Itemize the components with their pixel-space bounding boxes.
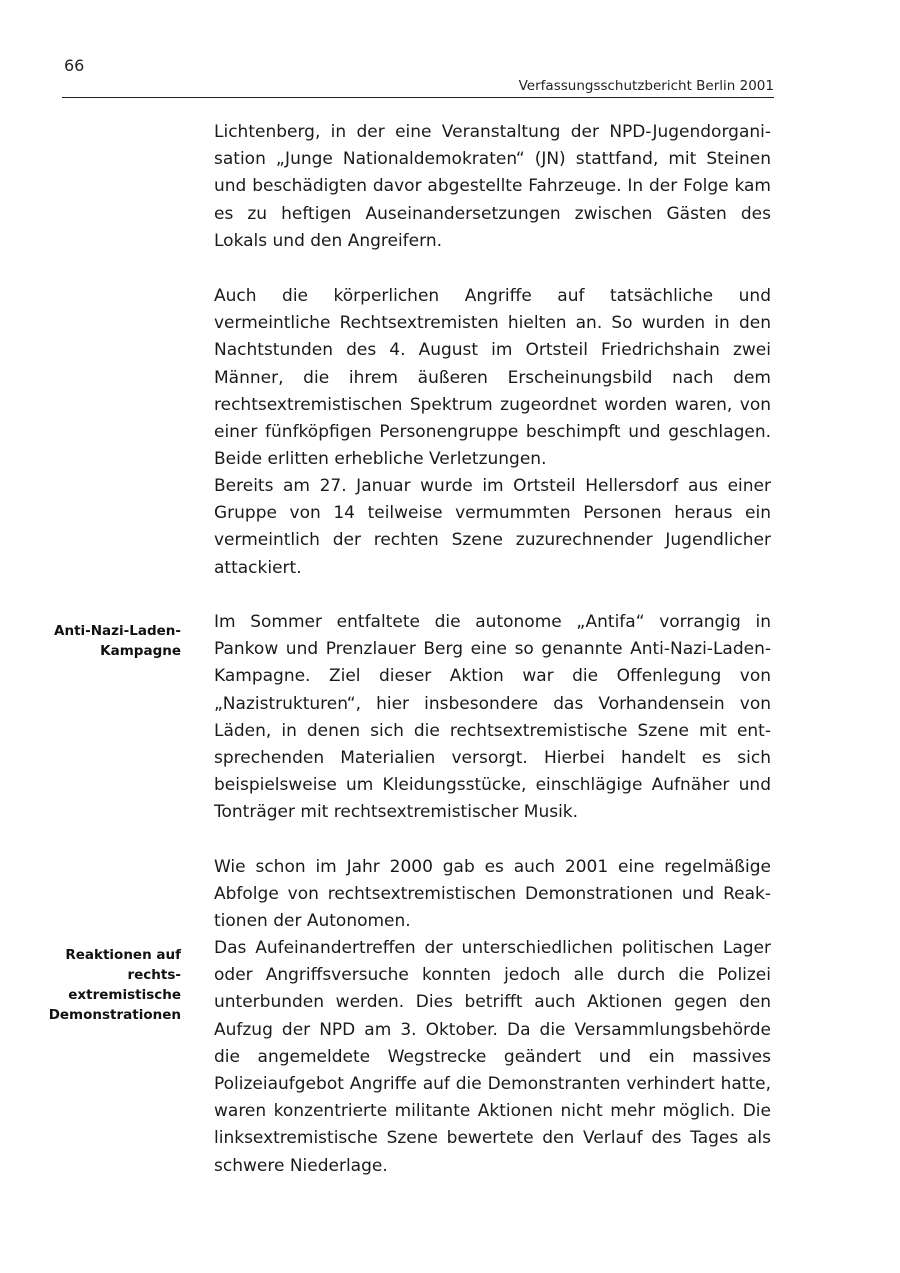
- paragraph-physical-attacks: Auch die körperlichen Angriffe auf tatsächliche und vermeintliche Rechtsextremisten hielten an. So wurden in den Nachtstunden des 4. August im Ortsteil Friedrichshain zwei Männer, die ihrem äußeren Erscheinungsbild nach dem rechtsextremistischen Spektrum zugeordnet worden waren, von einer fünfköpfigen Personengruppe beschimpft und geschlagen. Beide erlitten erhebliche Verletzungen.: [214, 286, 771, 470]
- paragraph-lichtenberg-attack: Lichtenberg, in der eine Veranstaltung der NPD-Jugendorganisation „Junge Nationaldemokraten“ (JN) stattfand, mit Steinen und beschädigten davor abgestellte Fahrzeuge. In der Folge kam es zu heftigen Auseinandersetzungen zwischen Gästen des Lokals und den Angreifern.: [214, 122, 771, 251]
- paragraph-demonstrations: Wie schon im Jahr 2000 gab es auch 2001 eine regelmäßige Abfolge von rechtsextremistischen Demonstrationen und Reaktionen der Autonomen.: [214, 857, 771, 932]
- margin-note-anti-nazi-campaign: Anti-Nazi-Laden- Kampagne: [54, 623, 181, 659]
- page-number: 66: [64, 56, 85, 75]
- running-header: Verfassungsschutzbericht Berlin 2001: [62, 78, 774, 98]
- margin-note-demonstration-reactions: Reaktionen auf rechts- extremistische Demonstrationen: [48, 947, 181, 1023]
- paragraph-hellersdorf-attack: Bereits am 27. Januar wurde im Ortsteil Hellersdorf aus einer Gruppe von 14 teilweise vermummten Personen heraus ein vermeintlich der rechten Szene zuzurechnender Jugendlicher attackiert.: [214, 476, 771, 578]
- paragraph-anti-nazi-campaign: Im Sommer entfaltete die autonome „Antifa“ vorrangig in Pankow und Prenzlauer Berg eine so genannte Anti-Nazi-Laden-Kampagne. Ziel dieser Aktion war die Offenlegung von „Nazistrukturen“, hier insbesondere das Vorhandensein von Läden, in denen sich die rechtsextremistische Szene mit entsprechenden Materialien versorgt. Hierbei handelt es sich beispielsweise um Kleidungsstücke, einschlägige Aufnäher und Tonträger mit rechtsextremistischer Musik.: [214, 612, 771, 823]
- paragraph-police-interventions: Das Aufeinandertreffen der unterschiedlichen politischen Lager oder Angriffsversuche konnten jedoch alle durch die Polizei unterbunden werden. Dies betrifft auch Aktionen gegen den Aufzug der NPD am 3. Oktober. Da die Versammlungsbehörde die angemeldete Wegstrecke geändert und ein massives Polizeiaufgebot Angriffe auf die Demonstranten verhindert hatte, waren konzentrierte militante Aktionen nicht mehr möglich. Die linksextremistische Szene bewertete den Verlauf des Tages als schwere Niederlage.: [214, 938, 771, 1176]
